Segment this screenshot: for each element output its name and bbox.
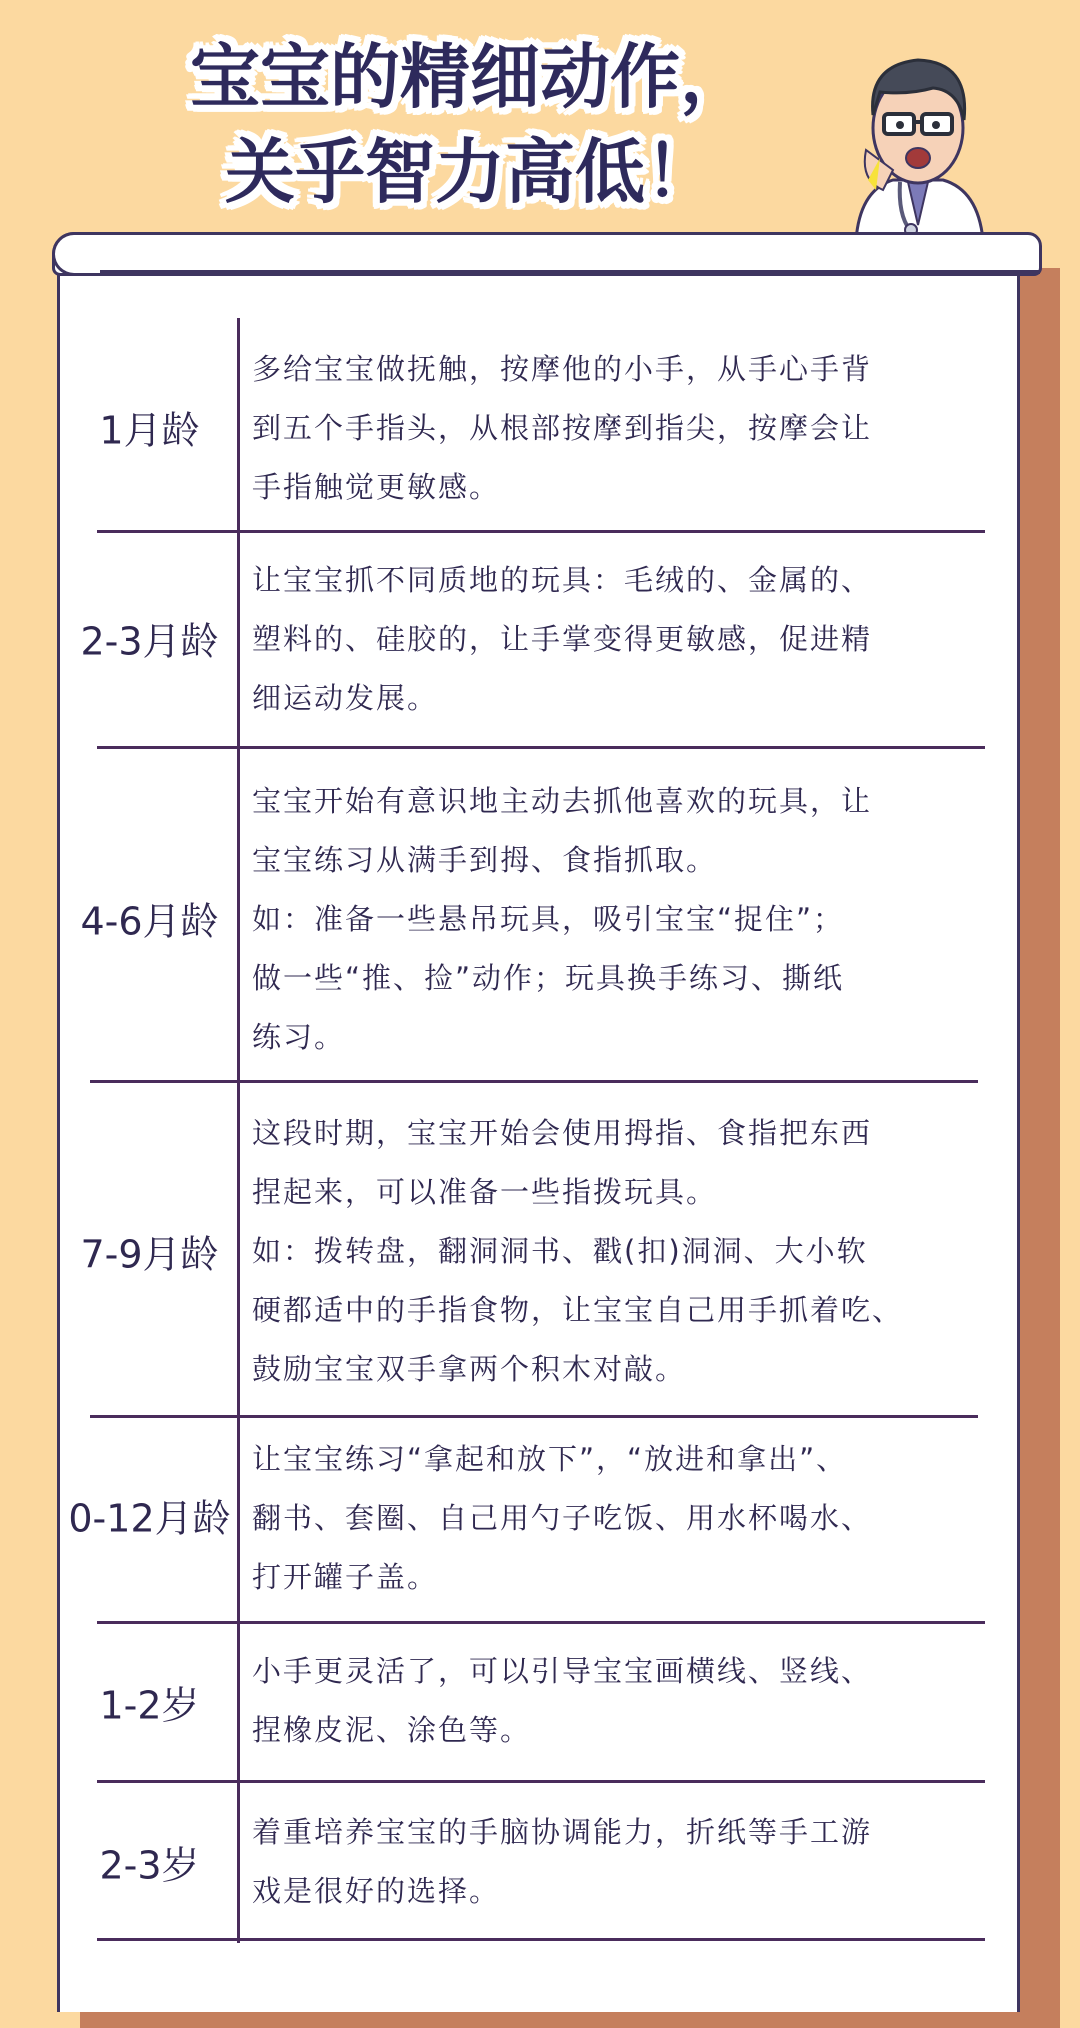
description-line: 打开罐子盖。 (252, 1560, 439, 1594)
age-label: 4-6月龄 (80, 899, 219, 944)
description-line: 让宝宝练习“拿起和放下”，“放进和拿出”、 (252, 1442, 848, 1476)
description-line: 翻书、套圈、自己用勺子吃饭、用水杯喝水、 (252, 1501, 873, 1535)
page-title (150, 30, 790, 220)
description-line: 宝宝练习从满手到拇、食指抓取。 (252, 843, 718, 877)
row-description (252, 1642, 982, 1760)
row-description (252, 1803, 982, 1921)
age-label: 1-2岁 (99, 1683, 200, 1728)
description-line: 让宝宝抓不同质地的玩具：毛绒的、金属的、 (252, 563, 873, 597)
row-divider (97, 530, 985, 533)
scroll-rule (100, 270, 1040, 274)
doctor-illustration (838, 40, 998, 240)
description-line: 如：准备一些悬吊玩具，吸引宝宝“捉住”； (252, 902, 845, 936)
description-line: 如：拨转盘，翻洞洞书、戳(扣)洞洞、大小软 (252, 1234, 868, 1268)
age-label: 1月龄 (99, 408, 200, 453)
description-line: 捏橡皮泥、涂色等。 (252, 1713, 532, 1747)
row-divider (97, 1938, 985, 1941)
description-line: 鼓励宝宝双手拿两个积木对敲。 (252, 1352, 687, 1386)
description-line: 这段时期，宝宝开始会使用拇指、食指把东西 (252, 1116, 873, 1150)
description-line: 着重培养宝宝的手脑协调能力，折纸等手工游 (252, 1815, 873, 1849)
table-vertical-rule (237, 318, 240, 1943)
description-line: 做一些“推、捡”动作；玩具换手练习、撕纸 (252, 961, 845, 995)
age-label: 7-9月龄 (80, 1232, 219, 1277)
description-line: 塑料的、硅胶的，让手掌变得更敏感，促进精 (252, 622, 873, 656)
row-description (252, 1430, 982, 1607)
row-divider (90, 1080, 978, 1083)
description-line: 到五个手指头，从根部按摩到指尖，按摩会让 (252, 411, 873, 445)
title-line-1: 宝宝的精细动作， (190, 36, 750, 118)
age-label: 2-3岁 (99, 1843, 200, 1888)
age-label: 2-3月龄 (80, 619, 219, 664)
row-divider (90, 1415, 978, 1418)
description-line: 小手更灵活了，可以引导宝宝画横线、竖线、 (252, 1654, 873, 1688)
row-description (252, 340, 982, 517)
age-label: 0-12月龄 (68, 1496, 231, 1541)
row-divider (97, 1780, 985, 1783)
description-line: 多给宝宝做抚触，按摩他的小手，从手心手背 (252, 352, 873, 386)
description-line: 细运动发展。 (252, 681, 439, 715)
description-line: 硬都适中的手指食物，让宝宝自己用手抓着吃、 (252, 1293, 904, 1327)
description-line: 宝宝开始有意识地主动去抓他喜欢的玩具，让 (252, 784, 873, 818)
description-line: 戏是很好的选择。 (252, 1874, 501, 1908)
row-description (252, 551, 982, 728)
description-line: 手指触觉更敏感。 (252, 470, 501, 504)
title-line-2: 关乎智力高低！ (225, 131, 715, 213)
row-description (252, 1104, 982, 1399)
description-line: 捏起来，可以准备一些指拨玩具。 (252, 1175, 718, 1209)
description-line: 练习。 (252, 1020, 346, 1054)
row-divider (97, 1621, 985, 1624)
row-description (252, 772, 982, 1067)
row-divider (97, 746, 985, 749)
